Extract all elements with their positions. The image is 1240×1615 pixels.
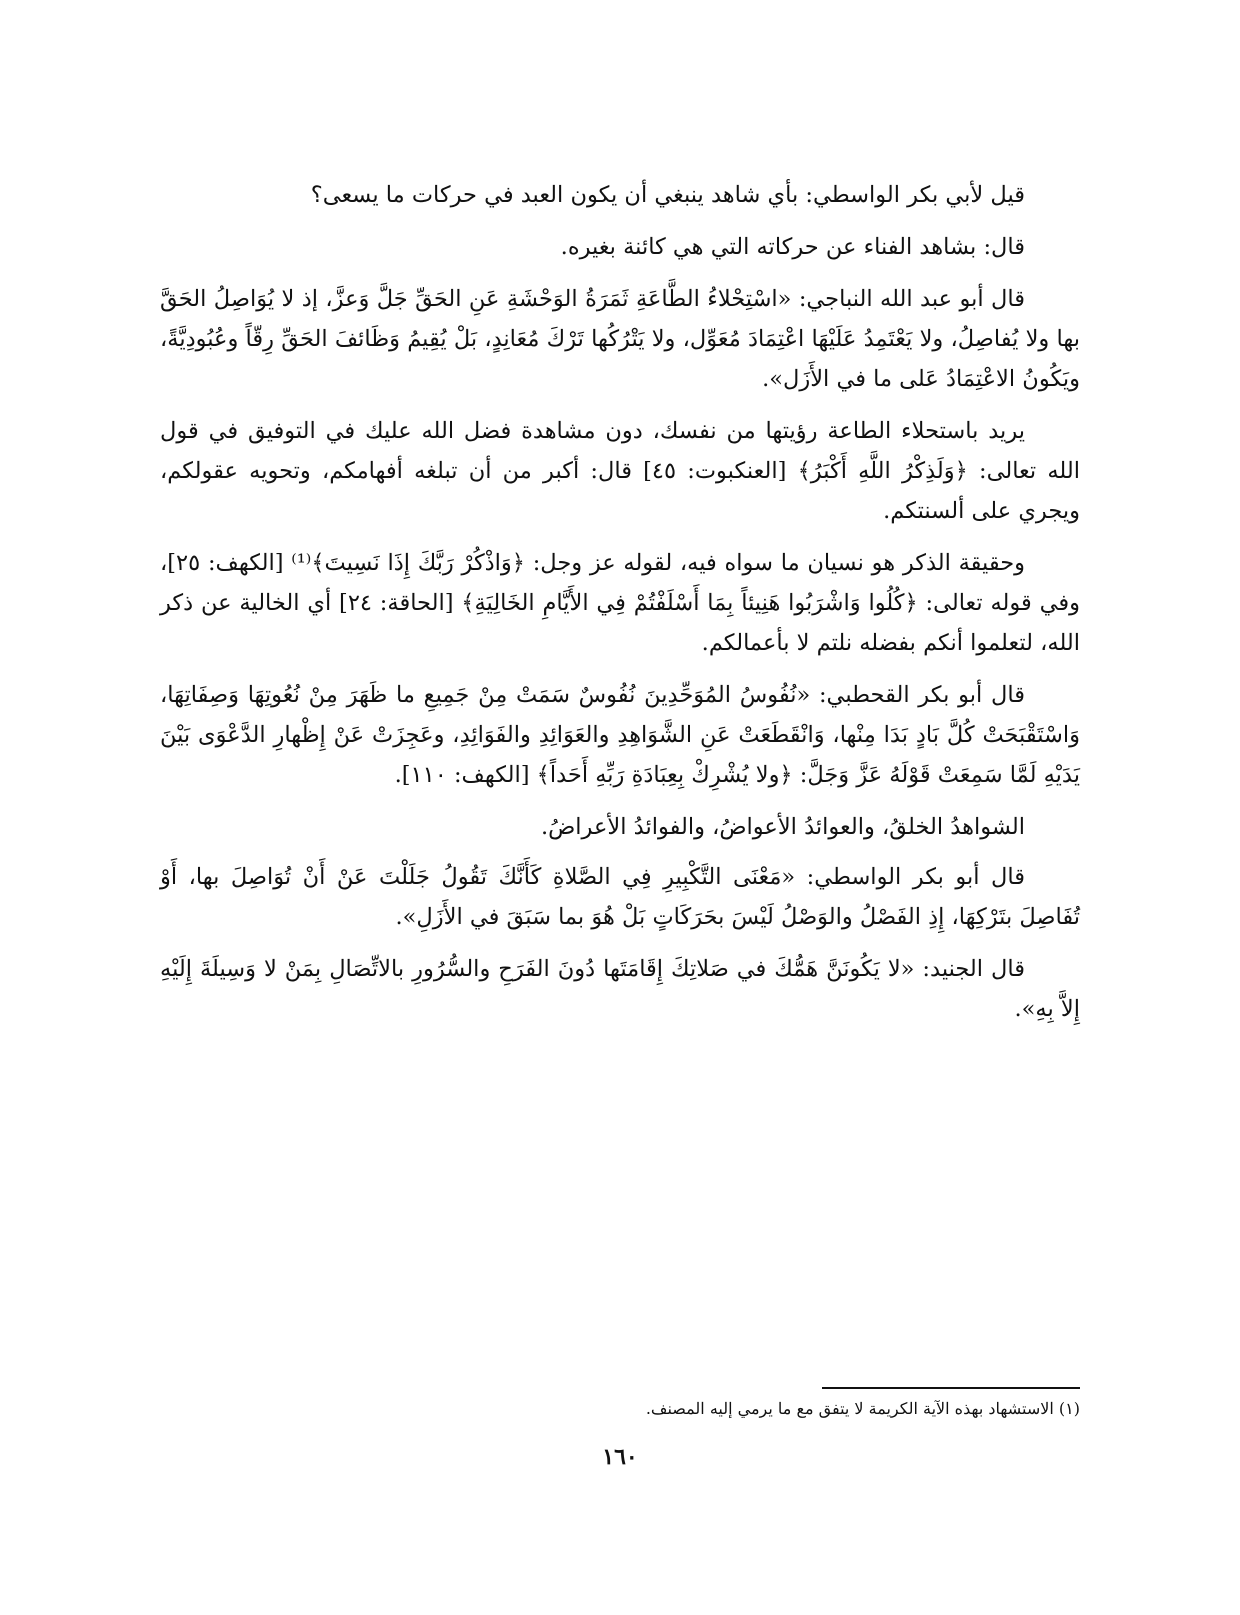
paragraph-definitions: الشواهدُ الخلقُ، والعوائدُ الأعواضُ، والفوائدُ الأعراضُ.	[540, 814, 1025, 840]
paragraph-wasiti-question: قيل لأبي بكر الواسطي: بأي شاهد ينبغي أن يكون العبد في حركات ما يسعى؟	[310, 182, 1025, 208]
footnote-divider	[822, 1387, 1080, 1389]
page-number: ١٦٠	[602, 1444, 638, 1470]
page-body	[160, 175, 1080, 1041]
paragraph-junayd-quote: قال الجنيد: «لا يَكُونَنَّ هَمُّكَ في صَلاتِكَ إِقَامَتَها دُونَ الفَرَحِ والسُّرُورِ بالاتِّصَالِ بِمَنْ لا وَسِيلَةَ إِلَيْهِ إِلاَّ بِهِ».	[160, 956, 1080, 1022]
paragraph-wasiti-answer: قال: بشاهد الفناء عن حركاته التي هي كائنة بغيره.	[560, 234, 1025, 260]
paragraph-nabaji-quote: قال أبو عبد الله النباجي: «اسْتِحْلاءُ الطَّاعَةِ ثَمَرَةُ الوَحْشَةِ عَنِ الحَقِّ جَلَّ وَعزَّ، إذ لا يُوَاصِلُ الحَقَّ بها ولا يُفاصِلُ، ولا يَعْتَمِدُ عَلَيْهَا اعْتِمَادَ مُعَوِّل، ولا يَتْرُكُها تَرْكَ مُعَانِدٍ، بَلْ يُقِيمُ وَظَائفَ الحَقِّ رِقّاً وعُبُودِيَّةً، ويَكُونُ الاعْتِمَادُ عَلى ما في الأَزَل».	[160, 286, 1080, 392]
paragraph-qahtabi-quote: قال أبو بكر القحطبي: «نُفُوسُ المُوَحِّدِينَ نُفُوسٌ سَمَتْ مِنْ جَمِيعِ ما ظَهَرَ مِنْ نُعُوتِهَا وَصِفَاتِهَا، وَاسْتَقْبَحَتْ كُلَّ بَادٍ بَدَا مِنْها، وَانْقَطَعَتْ عَنِ الشَّوَاهِدِ والعَوَائِدِ والفَوَائِدِ، وعَجِزَتْ عَنْ إِظْهارِ الدَّعْوَى بَيْنَ يَدَيْهِ لَمَّا سَمِعَتْ قَوْلَهُ عَزَّ وَجَلَّ: ﴿ولا يُشْرِكْ بِعِبَادَةِ رَبِّهِ أَحَداً﴾ [الكهف: ١١٠].	[160, 682, 1080, 788]
paragraph-istihla-explanation: يريد باستحلاء الطاعة رؤيتها من نفسك، دون مشاهدة فضل الله عليك في التوفيق في قول الله تعالى: ﴿وَلَذِكْرُ اللَّهِ أَكْبَرُ﴾ [العنكبوت: ٤٥] قال: أكبر من أن تبلغه أفهامكم، وتحويه عقولكم، ويجري على ألسنتكم.	[160, 418, 1080, 524]
footnote: (١) الاستشهاد بهذه الآية الكريمة لا يتفق مع ما يرمي إليه المصنف.	[645, 1399, 1080, 1418]
paragraph-dhikr-reality: وحقيقة الذكر هو نسيان ما سواه فيه، لقوله عز وجل: ﴿وَاذْكُرْ رَبَّكَ إِذَا نَسِيتَ﴾⁽¹⁾ [الكهف: ٢٥]، وفي قوله تعالى: ﴿كُلُوا وَاشْرَبُوا هَنِيئاً بِمَا أَسْلَفْتُمْ فِي الأَيَّامِ الخَالِيَةِ﴾ [الحاقة: ٢٤] أي الخالية عن ذكر الله، لتعلموا أنكم بفضله نلتم لا بأعمالكم.	[160, 550, 1080, 656]
paragraph-takbir-meaning: قال أبو بكر الواسطي: «مَعْنَى التَّكْبِيرِ فِي الصَّلاةِ كَأَنَّكَ تَقُولُ جَلَلْتَ عَنْ أَنْ تُوَاصِلَ بها، أَوْ تُفَاصِلَ بتَرْكِهَا، إِذِ الفَصْلُ والوَصْلُ لَيْسَ بحَرَكَاتٍ بَلْ هُوَ بما سَبَقَ في الأَزَلِ».	[160, 864, 1080, 930]
